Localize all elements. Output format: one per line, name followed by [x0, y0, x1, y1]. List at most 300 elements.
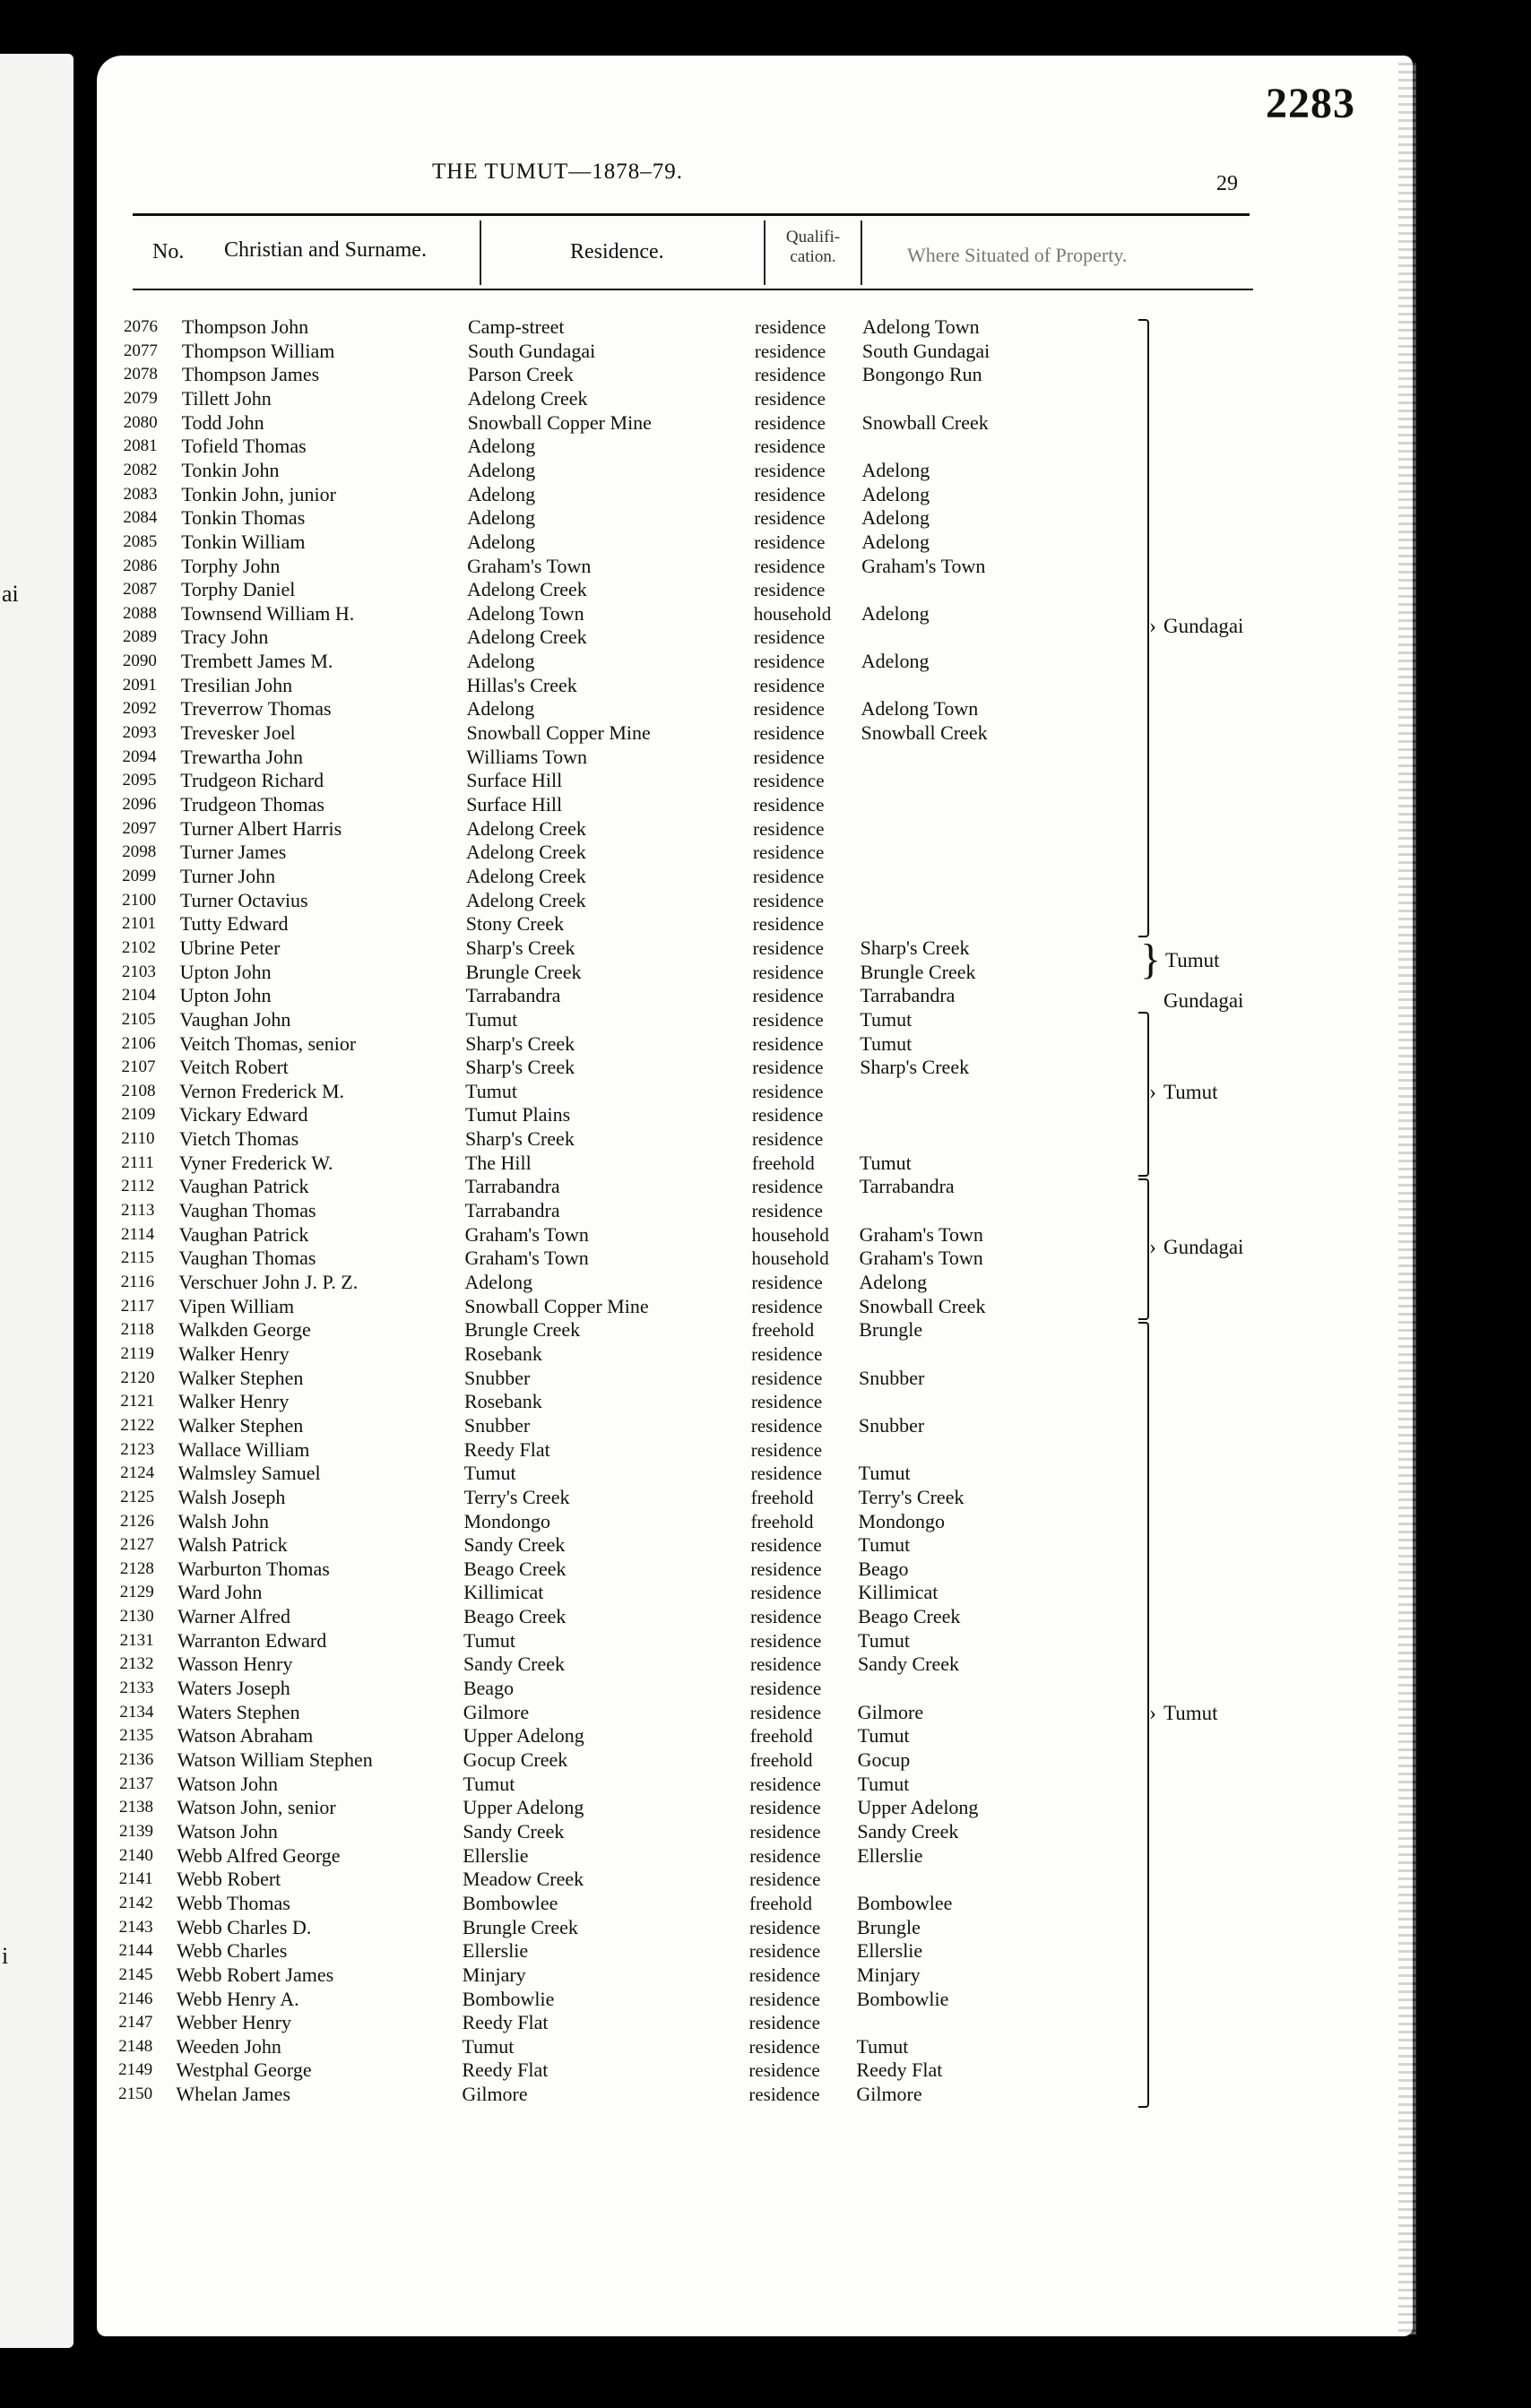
voter-qualification: residence [749, 1678, 822, 1700]
voter-name: Watson John, senior [177, 1796, 336, 1819]
row-number: 2136 [119, 1750, 154, 1769]
voter-qualification: residence [753, 698, 825, 721]
voter-qualification: residence [754, 483, 826, 505]
column-separator [480, 220, 481, 285]
voter-name: Walsh Patrick [177, 1533, 288, 1557]
row-number: 2077 [123, 341, 158, 360]
voter-qualification: residence [752, 1057, 824, 1079]
row-number: 2117 [120, 1296, 155, 1316]
voter-residence: Terry's Creek [463, 1485, 570, 1508]
property-location: Adelong [861, 506, 930, 530]
row-number: 2144 [118, 1941, 153, 1961]
row-number: 2147 [118, 2013, 153, 2033]
row-number: 2141 [118, 1869, 153, 1889]
bracket-point: › [1149, 1701, 1156, 1725]
row-number: 2122 [120, 1415, 155, 1435]
voter-qualification: household [751, 1223, 829, 1246]
voter-residence: Tumut [463, 1772, 515, 1795]
voter-residence: Adelong [466, 697, 535, 721]
voter-residence: Ellerslie [463, 1843, 529, 1867]
voter-residence: Graham's Town [467, 554, 592, 577]
voter-qualification: residence [748, 1940, 821, 1963]
voter-residence: Tumut [465, 1079, 517, 1102]
voter-name: Webb Robert James [176, 1963, 334, 1986]
voter-name: Trudgeon Richard [180, 769, 324, 792]
voter-qualification: residence [752, 961, 824, 983]
property-location: Tumut [857, 1724, 910, 1748]
voter-qualification: residence [754, 364, 826, 386]
voter-residence: Sharp's Creek [465, 936, 575, 959]
voter-name: Webb Robert [177, 1868, 281, 1891]
voter-name: Vaughan Patrick [178, 1175, 309, 1198]
property-location: Brungle [859, 1318, 923, 1342]
row-number: 2108 [121, 1081, 156, 1100]
property-location: Tarrabandra [859, 1175, 955, 1198]
row-number: 2125 [120, 1487, 155, 1506]
voter-residence: Adelong Creek [465, 864, 586, 887]
row-number: 2102 [121, 937, 156, 957]
voter-qualification: residence [749, 1844, 821, 1867]
voter-name: Watson John [177, 1772, 279, 1795]
row-number: 2131 [119, 1630, 154, 1650]
column-separator [764, 220, 766, 285]
voter-name: Thompson William [181, 339, 335, 362]
voter-name: Warranton Edward [177, 1628, 327, 1652]
voter-residence: Tumut [465, 1007, 518, 1031]
voter-residence: Snubber [464, 1366, 531, 1389]
voter-qualification: residence [751, 1367, 823, 1389]
voter-residence: Sandy Creek [463, 1819, 565, 1843]
row-number: 2130 [119, 1607, 154, 1627]
voter-name: Webb Henry A. [176, 1987, 299, 2010]
voter-residence: Stony Creek [465, 912, 565, 936]
voter-qualification: residence [753, 746, 825, 768]
polling-district-label: Gundagai [1163, 1236, 1244, 1259]
voter-name: Walsh Joseph [177, 1485, 286, 1508]
voter-residence: Reedy Flat [462, 2011, 549, 2034]
voter-name: Tonkin John [181, 458, 280, 481]
polling-district-label: Tumut [1165, 949, 1220, 972]
voter-residence: Tarrabandra [464, 1199, 560, 1222]
adjacent-page-fragment: i [2, 1943, 9, 1969]
voter-name: Tonkin William [181, 530, 306, 553]
property-location: Brungle Creek [860, 960, 976, 983]
row-number: 2115 [120, 1248, 155, 1268]
property-location: South Gundagai [861, 339, 990, 362]
row-number: 2076 [124, 317, 158, 336]
header-name: Christian and Surname. [224, 238, 427, 262]
polling-district-label: Gundagai [1163, 615, 1244, 638]
voter-qualification: residence [752, 1104, 824, 1126]
voter-qualification: residence [752, 985, 824, 1007]
row-number: 2107 [121, 1057, 156, 1077]
property-location: Adelong [859, 1271, 928, 1293]
polling-district-label: Tumut [1163, 1701, 1218, 1724]
row-number: 2118 [120, 1320, 154, 1340]
row-number: 2080 [123, 412, 158, 432]
row-number: 2146 [118, 1989, 153, 2008]
property-location: Bombowlee [857, 1891, 953, 1914]
voter-name: Veitch Thomas, senior [179, 1031, 357, 1055]
voter-qualification: household [753, 602, 832, 625]
property-location: Graham's Town [861, 554, 986, 577]
polling-district-label: Tumut [1163, 1080, 1218, 1103]
property-location: Tumut [860, 1031, 913, 1055]
voter-qualification: freehold [751, 1152, 815, 1174]
voter-name: Tracy John [180, 626, 269, 649]
voter-residence: Brungle Creek [462, 1915, 578, 1938]
voter-qualification: residence [750, 1534, 822, 1557]
voter-qualification: residence [752, 889, 825, 911]
page-binding-edge [1398, 63, 1416, 2335]
voter-residence: Adelong Town [466, 601, 584, 625]
voter-name: Webb Alfred George [177, 1843, 341, 1867]
property-location: Tumut [856, 2034, 909, 2058]
row-number: 2148 [118, 2036, 153, 2056]
row-number: 2140 [118, 1845, 153, 1865]
voter-name: Vaughan Patrick [178, 1222, 309, 1246]
voter-residence: Rosebank [463, 1390, 542, 1413]
row-number: 2088 [123, 603, 158, 623]
district-brace: } [1140, 935, 1162, 983]
row-number: 2084 [123, 508, 158, 528]
voter-residence: Snubber [463, 1413, 531, 1437]
voter-name: Vaughan Thomas [178, 1199, 316, 1222]
voter-qualification: residence [750, 1414, 823, 1437]
voter-qualification: freehold [750, 1510, 814, 1532]
voter-residence: Beago Creek [463, 1605, 567, 1628]
voter-qualification: residence [750, 1558, 822, 1580]
row-number: 2090 [122, 652, 157, 671]
voter-qualification: residence [751, 1200, 823, 1222]
voter-name: Watson John [177, 1819, 278, 1843]
property-location: Snubber [858, 1413, 925, 1437]
voter-name: Thompson John [182, 315, 309, 338]
property-location: Adelong Town [862, 315, 980, 338]
voter-residence: Gocup Creek [463, 1748, 568, 1771]
row-number: 2097 [122, 818, 157, 838]
row-number: 2087 [123, 580, 158, 600]
voter-name: Wasson Henry [177, 1653, 293, 1676]
property-location: Sandy Creek [857, 1653, 959, 1676]
voter-residence: Adelong [467, 458, 536, 481]
voter-residence: Adelong Creek [467, 386, 588, 410]
row-number: 2078 [123, 365, 158, 384]
folio-number: 29 [1216, 172, 1238, 195]
voter-qualification: residence [748, 2035, 820, 2058]
property-location: Ellerslie [856, 1939, 923, 1963]
voter-name: Todd John [181, 410, 264, 434]
voter-qualification: residence [754, 387, 826, 410]
voter-residence: Gilmore [463, 1700, 530, 1723]
voter-residence: Adelong [467, 435, 536, 458]
voter-name: Tonkin John, junior [181, 482, 336, 505]
row-number: 2132 [119, 1654, 154, 1674]
voter-name: Thompson James [181, 363, 320, 386]
voter-name: Tofield Thomas [181, 435, 307, 458]
voter-qualification: residence [750, 1582, 822, 1604]
row-number: 2099 [122, 866, 157, 885]
district-bracket [1138, 319, 1149, 937]
row-number: 2129 [119, 1583, 154, 1602]
voter-name: Treverrow Thomas [180, 697, 332, 721]
voter-qualification: residence [753, 817, 825, 840]
row-number: 2138 [119, 1798, 154, 1817]
voter-residence: Graham's Town [464, 1247, 589, 1270]
voter-name: Torphy John [181, 554, 281, 577]
property-location: Adelong [861, 601, 930, 625]
voter-name: Veitch Robert [179, 1056, 289, 1079]
voter-name: Walmsley Samuel [177, 1462, 321, 1485]
voter-qualification: freehold [750, 1486, 814, 1508]
voter-residence: Adelong Creek [465, 888, 586, 911]
row-number: 2082 [123, 460, 158, 479]
voter-residence: Tumut [463, 1462, 516, 1485]
voter-residence: Minjary [462, 1963, 526, 1986]
property-location: Tumut [858, 1533, 911, 1557]
row-number: 2121 [120, 1392, 155, 1411]
voter-qualification: residence [754, 579, 826, 601]
voter-qualification: residence [754, 340, 826, 362]
voter-residence: Adelong Creek [466, 841, 586, 864]
voter-residence: Surface Hill [466, 793, 563, 816]
page-number: 2283 [1266, 80, 1355, 127]
voter-qualification: residence [748, 1916, 821, 1938]
voter-name: Warburton Thomas [177, 1557, 330, 1580]
district-bracket [1138, 1322, 1149, 2108]
voter-residence: Meadow Creek [463, 1868, 584, 1891]
row-number: 2143 [118, 1917, 153, 1937]
voter-qualification: residence [751, 1295, 823, 1317]
voter-qualification: residence [749, 1820, 821, 1843]
row-number: 2092 [122, 699, 157, 719]
district-bracket [1138, 1178, 1149, 1319]
voter-residence: Mondongo [463, 1509, 551, 1532]
property-location: Reedy Flat [856, 2058, 943, 2082]
property-location: Adelong [861, 530, 930, 553]
voter-name: Walsh John [177, 1509, 270, 1532]
voter-name: Ubrine Peter [179, 936, 281, 959]
voter-residence: Killimicat [463, 1581, 544, 1604]
voter-qualification: residence [750, 1629, 822, 1652]
row-number: 2083 [123, 484, 158, 504]
voter-name: Walker Henry [178, 1342, 290, 1365]
row-number: 2106 [121, 1033, 156, 1053]
row-number: 2149 [118, 2060, 153, 2080]
row-number: 2093 [122, 723, 157, 743]
voter-qualification: residence [751, 1176, 824, 1198]
voter-qualification: freehold [749, 1725, 813, 1748]
voter-name: Westphal George [176, 2058, 312, 2082]
voter-residence: Ellerslie [462, 1939, 529, 1963]
property-location: Adelong [861, 650, 930, 673]
property-location: Ellerslie [857, 1843, 923, 1867]
voter-qualification: freehold [751, 1319, 815, 1342]
voter-name: Trevesker Joel [180, 721, 296, 745]
voter-residence: Snowball Copper Mine [464, 1294, 649, 1317]
voter-name: Torphy Daniel [181, 578, 296, 601]
property-location: Bongongo Run [861, 363, 982, 386]
adjacent-page-edge [0, 54, 74, 2348]
row-number: 2113 [121, 1201, 155, 1221]
property-location: Sandy Creek [857, 1819, 959, 1843]
property-location: Brungle [856, 1915, 921, 1938]
voter-residence: Sandy Creek [463, 1533, 566, 1557]
voter-residence: Snowball Copper Mine [467, 410, 652, 434]
voter-qualification: residence [749, 1797, 821, 1819]
voter-name: Vipen William [178, 1294, 295, 1317]
row-number: 2127 [119, 1535, 154, 1555]
property-location: Gilmore [857, 1700, 924, 1723]
property-location: Adelong Town [861, 697, 979, 721]
property-location: Tumut [858, 1628, 910, 1652]
row-number: 2145 [118, 1964, 153, 1984]
voter-residence: Tumut Plains [465, 1103, 571, 1126]
voter-qualification: residence [754, 436, 826, 458]
row-number: 2133 [119, 1679, 154, 1698]
row-number: 2079 [123, 388, 158, 408]
voter-qualification: residence [752, 1080, 824, 1102]
voter-qualification: residence [752, 865, 825, 887]
voter-residence: Bombowlie [462, 1987, 555, 2010]
voter-name: Weeden John [176, 2034, 281, 2058]
voter-name: Tonkin Thomas [181, 506, 306, 530]
row-number: 2126 [120, 1511, 154, 1531]
voter-qualification: residence [754, 459, 826, 481]
row-number: 2123 [120, 1439, 155, 1459]
running-title: THE TUMUT—1878–79. [432, 160, 684, 184]
voter-residence: Surface Hill [466, 769, 563, 792]
row-number: 2091 [122, 675, 157, 695]
property-location: Sharp's Creek [860, 936, 970, 959]
adjacent-page-fragment: ai [2, 581, 19, 607]
voter-qualification: residence [748, 2084, 820, 2106]
voter-residence: Hillas's Creek [466, 673, 577, 696]
voter-residence: Sandy Creek [463, 1653, 565, 1676]
voter-residence: Sharp's Creek [465, 1056, 575, 1079]
voter-name: Whelan James [176, 2083, 290, 2106]
voter-qualification: residence [748, 1988, 820, 2010]
voter-name: Upton John [179, 984, 272, 1007]
voter-name: Turner John [179, 864, 276, 887]
property-location: Snowball Creek [859, 1294, 986, 1317]
voter-qualification: residence [753, 842, 825, 864]
voter-residence: Adelong Creek [467, 578, 587, 601]
voter-qualification: residence [751, 1272, 823, 1293]
row-number: 2114 [120, 1224, 155, 1244]
voter-qualification: residence [754, 531, 826, 553]
row-number: 2081 [123, 436, 158, 456]
voter-residence: Bombowlee [463, 1891, 558, 1914]
voter-residence: Williams Town [466, 745, 588, 768]
bracket-point: › [1149, 1080, 1156, 1104]
voter-residence: Adelong [464, 1271, 533, 1293]
voter-residence: Camp-street [468, 315, 565, 338]
voter-qualification: residence [750, 1606, 822, 1628]
property-location: Gocup [857, 1748, 911, 1771]
voter-residence: Tumut [463, 1628, 515, 1652]
row-number: 2112 [121, 1177, 155, 1196]
voter-residence: Snowball Copper Mine [466, 721, 651, 745]
header-qualification: Qualifi- cation. [785, 228, 841, 266]
row-number: 2100 [122, 890, 157, 910]
row-number: 2135 [119, 1726, 154, 1746]
row-number: 2111 [121, 1152, 154, 1172]
property-location: Snubber [859, 1366, 925, 1389]
voter-residence: Beago [463, 1677, 515, 1700]
voter-residence: Beago Creek [463, 1557, 567, 1580]
polling-district-label: Gundagai [1163, 989, 1244, 1013]
voter-name: Webb Charles [176, 1939, 288, 1963]
voter-name: Vernon Frederick M. [179, 1079, 345, 1102]
voter-residence: Brungle Creek [465, 960, 582, 983]
voter-name: Walker Henry [177, 1390, 290, 1413]
row-number: 2095 [122, 771, 157, 790]
property-location: Tumut [858, 1462, 911, 1485]
voter-name: Turner James [180, 841, 287, 864]
voter-residence: South Gundagai [467, 339, 596, 362]
voter-name: Walkden George [178, 1318, 311, 1342]
voter-name: Trudgeon Thomas [180, 793, 324, 816]
row-number: 2110 [121, 1129, 155, 1149]
voter-residence: Brungle Creek [464, 1318, 581, 1342]
district-bracket [1138, 1012, 1149, 1177]
property-location: Killimicat [858, 1581, 938, 1604]
property-location: Beago [858, 1557, 909, 1580]
header-where-situated: Where Situated of Property. [907, 244, 1128, 266]
voter-name: Trembett James M. [180, 650, 333, 673]
voter-name: Turner Octavius [179, 888, 308, 911]
row-number: 2124 [120, 1463, 155, 1483]
bracket-point: › [1149, 1236, 1156, 1260]
voter-name: Vietch Thomas [178, 1127, 299, 1151]
property-location: Adelong [861, 458, 930, 481]
voter-qualification: residence [750, 1391, 823, 1413]
row-number: 2086 [123, 556, 158, 575]
voter-residence: Rosebank [464, 1342, 542, 1365]
voter-qualification: freehold [749, 1749, 813, 1771]
property-location: Bombowlie [856, 1987, 949, 2010]
voter-name: Walker Stephen [178, 1366, 304, 1389]
row-number: 2103 [121, 962, 156, 981]
voter-residence: Graham's Town [464, 1222, 589, 1246]
voter-name: Walker Stephen [177, 1413, 304, 1437]
voter-name: Waters Stephen [177, 1700, 300, 1723]
voter-qualification: residence [749, 1701, 822, 1723]
voter-residence: Adelong Creek [466, 626, 587, 649]
voter-name: Vaughan Thomas [178, 1247, 316, 1270]
voter-residence: Tarrabandra [465, 984, 561, 1007]
row-number: 2096 [122, 795, 157, 814]
voter-qualification: freehold [749, 1892, 813, 1914]
voter-qualification: residence [753, 651, 826, 673]
row-number: 2119 [120, 1343, 154, 1363]
voter-qualification: residence [748, 2059, 820, 2082]
voter-residence: Tumut [462, 2034, 515, 2058]
property-location: Snowball Creek [861, 410, 989, 434]
voter-residence: Adelong [466, 650, 535, 673]
voter-qualification: residence [749, 1653, 822, 1676]
voter-qualification: residence [755, 316, 826, 338]
voter-name: Tutty Edward [179, 912, 289, 936]
row-number: 2150 [118, 2084, 153, 2104]
property-location: Beago Creek [858, 1605, 961, 1628]
voter-name: Upton John [179, 960, 272, 983]
row-number: 2109 [121, 1105, 156, 1125]
voter-name: Verschuer John J. P. Z. [178, 1271, 359, 1293]
property-location: Mondongo [858, 1509, 946, 1532]
property-location: Tarrabandra [860, 984, 956, 1007]
